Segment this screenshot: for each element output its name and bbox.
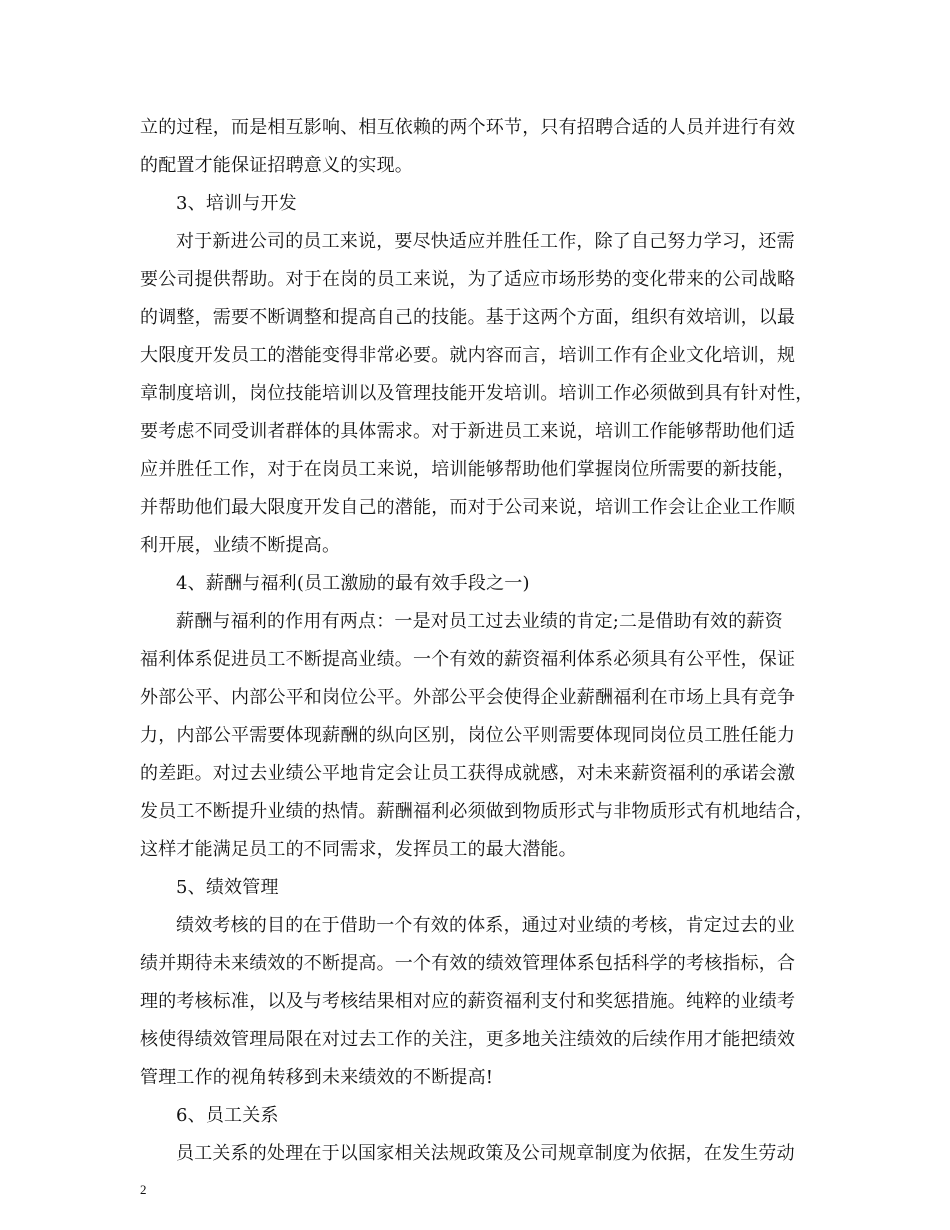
text-line: 这样才能满足员工的不同需求，发挥员工的最大潜能。	[140, 839, 577, 860]
text-line: 的差距。对过去业绩公平地肯定会让员工获得成就感，对未来薪资福利的承诺会激	[140, 763, 796, 784]
text-line: 绩效考核的目的在于借助一个有效的体系，通过对业绩的考核，肯定过去的业	[176, 915, 795, 936]
text-line: 福利体系促进员工不断提高业绩。一个有效的薪资福利体系必须具有公平性，保证	[140, 649, 796, 670]
text-line: 要公司提供帮助。对于在岗的员工来说，为了适应市场形势的变化带来的公司战略	[140, 269, 796, 290]
section-heading: 6、员工关系	[176, 1105, 279, 1126]
text-line: 员工关系的处理在于以国家相关法规政策及公司规章制度为依据，在发生劳动	[176, 1143, 795, 1164]
text-line: 并帮助他们最大限度开发自己的潜能，而对于公司来说，培训工作会让企业工作顺	[140, 497, 796, 518]
section-heading: 4、薪酬与福利(员工激励的最有效手段之一)	[176, 573, 530, 594]
text-line: 薪酬与福利的作用有两点：一是对员工过去业绩的肯定;二是借助有效的薪资	[176, 611, 783, 632]
page-number: 2	[140, 1182, 147, 1197]
text-line: 应并胜任工作，对于在岗员工来说，培训能够帮助他们掌握岗位所需要的新技能，	[140, 459, 796, 480]
section-heading: 3、培训与开发	[176, 193, 297, 214]
text-line: 管理工作的视角转移到未来绩效的不断提高!	[140, 1067, 494, 1088]
text-line: 力，内部公平需要体现薪酬的纵向区别，岗位公平则需要体现同岗位员工胜任能力	[140, 725, 796, 746]
text-line: 立的过程，而是相互影响、相互依赖的两个环节，只有招聘合适的人员并进行有效	[140, 117, 796, 138]
text-line: 发员工不断提升业绩的热情。薪酬福利必须做到物质形式与非物质形式有机地结合，	[140, 801, 814, 822]
text-line: 核使得绩效管理局限在对过去工作的关注，更多地关注绩效的后续作用才能把绩效	[140, 1029, 796, 1050]
section-heading: 5、绩效管理	[176, 877, 279, 898]
text-line: 的配置才能保证招聘意义的实现。	[140, 155, 413, 176]
text-line: 绩并期待未来绩效的不断提高。一个有效的绩效管理体系包括科学的考核指标，合	[140, 953, 796, 974]
text-line: 理的考核标准，以及与考核结果相对应的薪资福利支付和奖惩措施。纯粹的业绩考	[140, 991, 796, 1012]
text-line: 大限度开发员工的潜能变得非常必要。就内容而言，培训工作有企业文化培训，规	[140, 345, 796, 366]
text-line: 外部公平、内部公平和岗位公平。外部公平会使得企业薪酬福利在市场上具有竞争	[140, 687, 796, 708]
text-line: 对于新进公司的员工来说，要尽快适应并胜任工作，除了自己努力学习，还需	[176, 231, 795, 252]
text-line: 利开展，业绩不断提高。	[140, 535, 341, 556]
text-line: 要考虑不同受训者群体的具体需求。对于新进员工来说，培训工作能够帮助他们适	[140, 421, 796, 442]
text-line: 的调整，需要不断调整和提高自己的技能。基于这两个方面，组织有效培训，以最	[140, 307, 796, 328]
text-line: 章制度培训，岗位技能培训以及管理技能开发培训。培训工作必须做到具有针对性，	[140, 383, 814, 404]
